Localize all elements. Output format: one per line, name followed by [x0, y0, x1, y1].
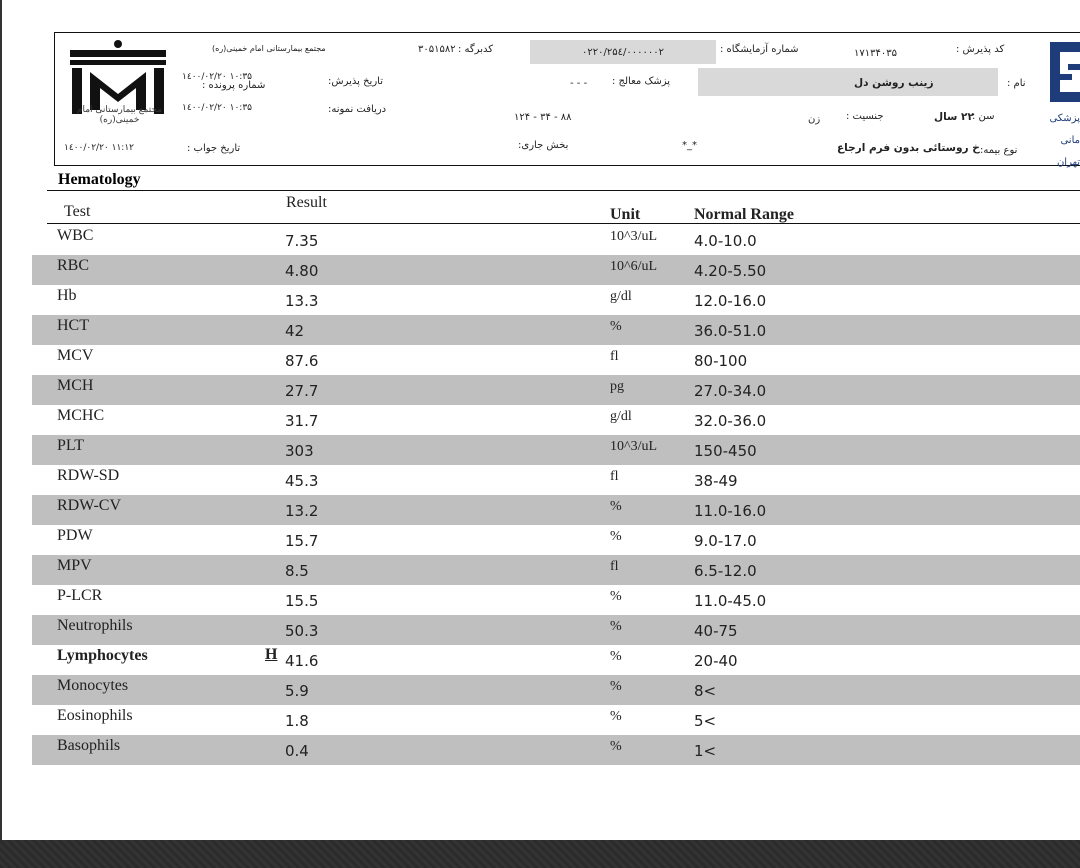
normal-range-value: 9.0-17.0 — [694, 532, 757, 550]
unit-value: % — [610, 739, 622, 754]
unit-value: % — [610, 529, 622, 544]
code-label: کدبرگه : — [458, 44, 493, 55]
result-value: 0.4 — [285, 742, 309, 760]
test-name: WBC — [57, 227, 94, 244]
test-name: Neutrophils — [57, 617, 133, 634]
normal-range-value: 27.0-34.0 — [694, 382, 767, 400]
normal-range-value: 11.0-45.0 — [694, 592, 767, 610]
normal-range-value: 4.20-5.50 — [694, 262, 767, 280]
test-name: RDW-SD — [57, 467, 120, 484]
table-row — [32, 495, 1080, 525]
unit-value: % — [610, 589, 622, 604]
lab-no-value: ۰۲۲۰/۲۵٤/۰۰۰۰۰۰۲ — [582, 47, 664, 58]
unit-value: % — [610, 679, 622, 694]
age-value: ۲۲ سال — [934, 111, 974, 123]
patient-name-box — [698, 68, 998, 96]
admission-code-value: ۱۷۱۳۴۰۳۵ — [854, 48, 897, 59]
admission-date-label: تاریخ پذیرش: — [328, 76, 383, 87]
section-divider — [47, 190, 1080, 191]
normal-range-value: 40-75 — [694, 622, 738, 640]
column-header-test: Test — [64, 203, 91, 220]
normal-range-value: 80-100 — [694, 352, 748, 370]
result-value: 303 — [285, 442, 314, 460]
test-name: HCT — [57, 317, 89, 334]
table-row — [32, 285, 1080, 315]
name-label: نام : — [1007, 78, 1026, 89]
test-name: PDW — [57, 527, 93, 544]
id-value: ۱۲۴ - ۳۴ - ۸۸ — [514, 112, 572, 123]
test-name: Lymphocytes — [57, 647, 148, 664]
unit-value: % — [610, 619, 622, 634]
ward-label: بخش جاری: — [518, 140, 569, 151]
code-value: ۳۰۵۱۵۸۲ — [418, 44, 456, 55]
test-name: MCHC — [57, 407, 105, 424]
unit-value: % — [610, 319, 622, 334]
normal-range-value: 4.0-10.0 — [694, 232, 757, 250]
normal-range-value: 38-49 — [694, 472, 738, 490]
normal-range-value: 5< — [694, 712, 717, 730]
table-row — [32, 735, 1080, 765]
table-row — [32, 225, 1080, 255]
test-name: P-LCR — [57, 587, 103, 604]
test-name: RDW-CV — [57, 497, 121, 514]
test-name: PLT — [57, 437, 84, 454]
doctor-label: پزشک معالج : — [612, 76, 671, 87]
hospital-name: مجتمع بیمارستانی امام خمینی(ره) — [212, 44, 326, 53]
admission-code-label: کد پذیرش : — [956, 44, 1005, 55]
result-value: 7.35 — [285, 232, 319, 250]
unit-value: g/dl — [610, 409, 632, 424]
ward-value: *_* — [682, 140, 697, 151]
result-value: 13.3 — [285, 292, 319, 310]
table-row — [32, 645, 1080, 675]
section-title: Hematology — [58, 171, 141, 188]
patient-name-value: زینب روشن دل — [854, 77, 934, 89]
normal-range-value: 6.5-12.0 — [694, 562, 757, 580]
test-name: Hb — [57, 287, 77, 304]
unit-value: fl — [610, 469, 619, 484]
normal-range-value: 8< — [694, 682, 717, 700]
admission-date-value: ۱٤۰۰/۰۲/۲۰ ۱۰:۳۵ — [182, 72, 252, 82]
doctor-value: - - - — [570, 78, 588, 89]
gender-label: جنسیت : — [846, 111, 884, 122]
answer-date-value: ۱٤۰۰/۰۲/۲۰ ۱۱:۱۲ — [64, 143, 134, 153]
sample-date-label: دریافت نمونه: — [328, 104, 387, 115]
age-label: سن : — [972, 111, 995, 122]
unit-value: fl — [610, 559, 619, 574]
test-name: Basophils — [57, 737, 121, 754]
unit-value: g/dl — [610, 289, 632, 304]
unit-value: fl — [610, 349, 619, 364]
normal-range-value: 36.0-51.0 — [694, 322, 767, 340]
normal-range-value: 150-450 — [694, 442, 757, 460]
high-flag: H — [265, 646, 278, 663]
table-row — [32, 585, 1080, 615]
normal-range-value: 20-40 — [694, 652, 738, 670]
lab-no-label: شماره آزمایشگاه : — [720, 44, 799, 55]
column-header-result: Result — [286, 194, 327, 211]
university-logo-icon — [1050, 42, 1080, 102]
result-value: 15.7 — [285, 532, 319, 550]
test-name: MCV — [57, 347, 94, 364]
unit-value: 10^3/uL — [610, 439, 658, 454]
normal-range-value: 11.0-16.0 — [694, 502, 767, 520]
logo-caption: مجتمع بیمارستانی امام خمینی(ره) — [76, 105, 163, 125]
table-row — [32, 405, 1080, 435]
test-name: Eosinophils — [57, 707, 133, 724]
table-row — [32, 255, 1080, 285]
gender-value: زن — [808, 114, 821, 125]
file-no-label: شماره پرونده : — [202, 80, 266, 91]
test-name: Monocytes — [57, 677, 129, 694]
result-value: 1.8 — [285, 712, 309, 730]
test-name: MCH — [57, 377, 94, 394]
result-value: 13.2 — [285, 502, 319, 520]
result-value: 8.5 — [285, 562, 309, 580]
result-value: 42 — [285, 322, 305, 340]
table-row — [32, 525, 1080, 555]
result-value: 5.9 — [285, 682, 309, 700]
viewer-bottom-strip — [0, 840, 1080, 868]
table-row — [32, 435, 1080, 465]
result-value: 31.7 — [285, 412, 319, 430]
unit-value: % — [610, 709, 622, 724]
unit-value: 10^6/uL — [610, 259, 658, 274]
result-value: 45.3 — [285, 472, 319, 490]
test-name: MPV — [57, 557, 92, 574]
result-value: 87.6 — [285, 352, 319, 370]
university-logo-text: پزشکی مانی تهران — [1049, 113, 1080, 168]
unit-value: % — [610, 499, 622, 514]
unit-value: pg — [610, 379, 624, 394]
unit-value: % — [610, 649, 622, 664]
normal-range-value: 1< — [694, 742, 717, 760]
sample-date-value: ۱٤۰۰/۰۲/۲۰ ۱۰:۳۵ — [182, 103, 252, 113]
unit-value: 10^3/uL — [610, 229, 658, 244]
column-header-normal-range: Normal Range — [694, 206, 794, 223]
normal-range-value: 12.0-16.0 — [694, 292, 767, 310]
table-row — [32, 615, 1080, 645]
table-row — [32, 375, 1080, 405]
result-value: 50.3 — [285, 622, 319, 640]
table-row — [32, 555, 1080, 585]
result-value: 27.7 — [285, 382, 319, 400]
table-row — [32, 705, 1080, 735]
insurance-value: خ روستائی بدون فرم ارجاع — [837, 142, 980, 154]
table-row — [32, 315, 1080, 345]
column-header-unit: Unit — [610, 206, 641, 223]
result-value: 4.80 — [285, 262, 319, 280]
table-row — [32, 675, 1080, 705]
insurance-label: نوع بیمه: — [980, 145, 1018, 156]
header-divider — [47, 223, 1080, 224]
table-row — [32, 465, 1080, 495]
normal-range-value: 32.0-36.0 — [694, 412, 767, 430]
result-value: 15.5 — [285, 592, 319, 610]
test-name: RBC — [57, 257, 90, 274]
table-row — [32, 345, 1080, 375]
result-value: 41.6 — [285, 652, 319, 670]
answer-date-label: تاریخ جواب : — [187, 143, 241, 154]
